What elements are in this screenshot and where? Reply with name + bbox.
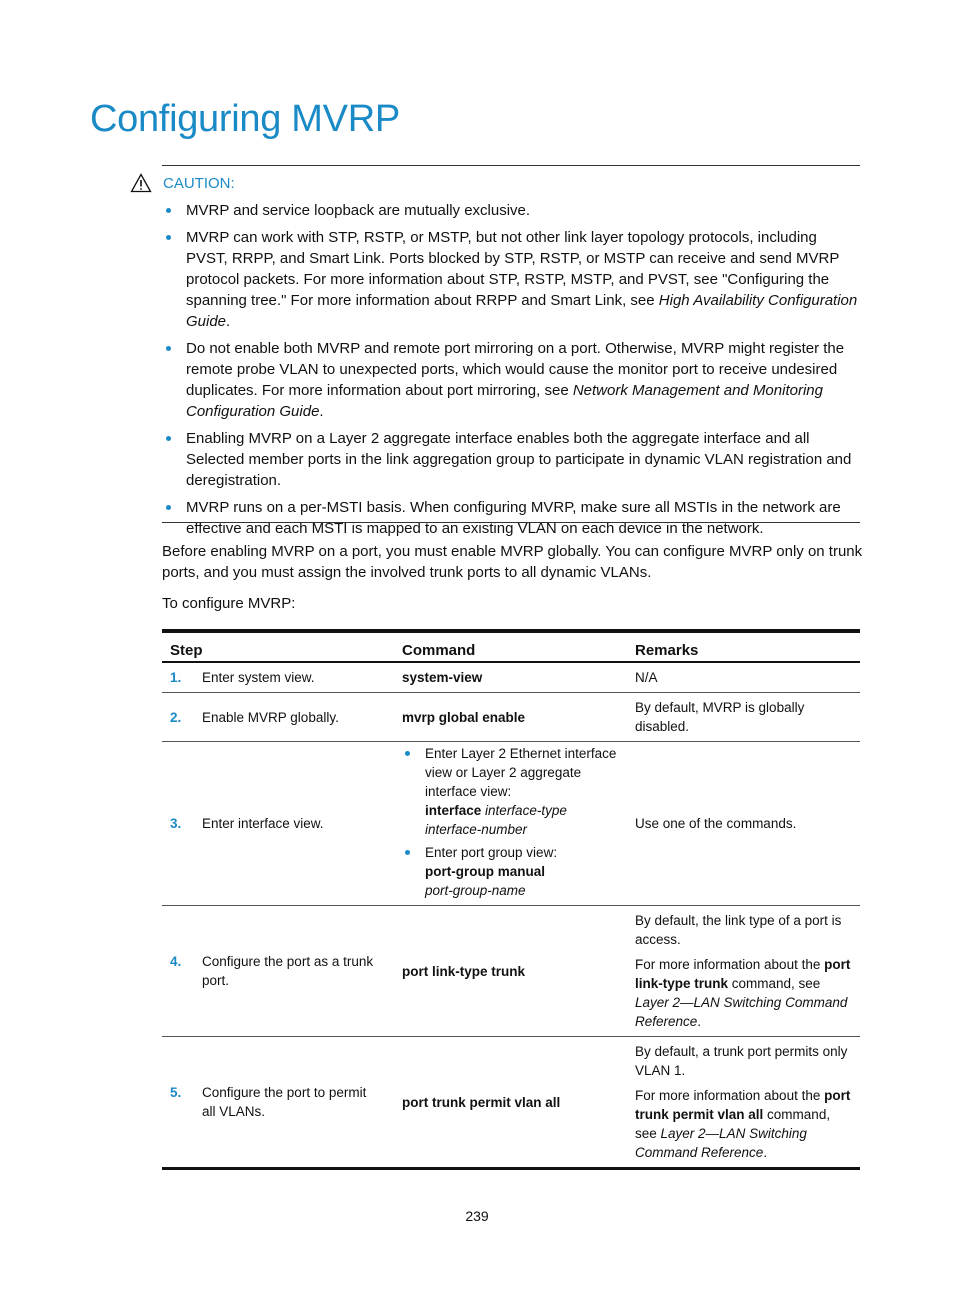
title-divider bbox=[162, 165, 860, 166]
step-number: 2. bbox=[170, 709, 182, 725]
command-cell: system-view bbox=[394, 662, 627, 693]
remarks-cell: By default, the link type of a port is access. For more information about the port link-type trunk command, see Layer 2—LAN Switching Command Reference. bbox=[627, 906, 860, 1037]
table-header-row bbox=[162, 631, 860, 662]
command-cell: mvrp global enable bbox=[394, 693, 627, 742]
page-number: 239 bbox=[465, 1208, 489, 1224]
step-cell: 2. Enable MVRP globally. bbox=[162, 693, 394, 742]
procedure-intro: To configure MVRP: bbox=[162, 595, 296, 612]
table-row bbox=[162, 662, 860, 693]
step-number: 3. bbox=[170, 816, 182, 831]
doc-reference: High Availability Configuration Guide bbox=[186, 292, 858, 330]
step-cell: 1. Enter system view. bbox=[162, 662, 394, 693]
command-cell bbox=[394, 742, 627, 906]
caution-item: MVRP can work with STP, RSTP, or MSTP, but not other link layer topology protocols, including PVST, RRPP, and Smart Link. Ports blocked by STP, RSTP, or MSTP can receive and send MVRP protocol packets. For more information about STP, RSTP, MSTP, and PVST, see "Configuring the spanning tree." For more information about RRPP and Smart Link, see High Availability Configuration Guide. bbox=[162, 227, 862, 332]
warning-triangle-icon bbox=[130, 173, 152, 193]
command-option: Enter port group view: port-group manual port-group-name bbox=[402, 843, 619, 900]
step-number: 4. bbox=[170, 954, 182, 969]
table-row bbox=[162, 742, 860, 906]
page-title: Configuring MVRP bbox=[90, 98, 400, 140]
header-command: Command bbox=[394, 631, 627, 662]
table-row bbox=[162, 1037, 860, 1169]
step-number: 1. bbox=[170, 670, 182, 685]
caution-item: MVRP and service loopback are mutually exclusive. bbox=[162, 200, 862, 221]
remarks-cell: By default, a trunk port permits only VLAN 1. For more information about the port trunk permit vlan all command, see Layer 2—LAN Switching Command Reference. bbox=[627, 1037, 860, 1169]
step-number: 5. bbox=[170, 1085, 182, 1100]
remarks-cell: By default, MVRP is globally disabled. bbox=[627, 693, 860, 742]
step-cell: 5. Configure the port to permit all VLANs. bbox=[162, 1037, 394, 1169]
caution-item: Do not enable both MVRP and remote port mirroring on a port. Otherwise, MVRP might register the remote probe VLAN to unexpected ports, which would cause the monitor port to receive undesired duplicates. For more information about port mirroring, see Network Management and Monitoring Configuration Guide. bbox=[162, 338, 862, 422]
command-cell: port link-type trunk bbox=[394, 906, 627, 1037]
remarks-cell: N/A bbox=[627, 662, 860, 693]
table-row bbox=[162, 906, 860, 1037]
command-option: Enter Layer 2 Ethernet interface view or Layer 2 aggregate interface view: interface interface-type interface-number bbox=[402, 744, 619, 839]
configuration-table bbox=[162, 629, 860, 1170]
caution-header bbox=[130, 172, 235, 194]
caution-item: MVRP runs on a per-MSTI basis. When configuring MVRP, make sure all MSTIs in the network are effective and each MSTI is mapped to an existing VLAN on each device in the network. bbox=[162, 497, 862, 539]
intro-paragraph: Before enabling MVRP on a port, you must enable MVRP globally. You can configure MVRP only on trunk ports, and you must assign the involved trunk ports to all dynamic VLANs. bbox=[162, 543, 863, 581]
header-remarks: Remarks bbox=[627, 631, 860, 662]
remarks-cell: Use one of the commands. bbox=[627, 742, 860, 906]
command-cell: port trunk permit vlan all bbox=[394, 1037, 627, 1169]
caution-item: Enabling MVRP on a Layer 2 aggregate interface enables both the aggregate interface and all Selected member ports in the link aggregation group to participate in dynamic VLAN registration and deregistration. bbox=[162, 428, 862, 491]
header-step: Step bbox=[162, 631, 394, 662]
doc-reference: Network Management and Monitoring Configuration Guide bbox=[186, 382, 823, 420]
caution-label: CAUTION: bbox=[163, 174, 235, 192]
step-cell: 4. Configure the port as a trunk port. bbox=[162, 906, 394, 1037]
step-cell: 3. Enter interface view. bbox=[162, 742, 394, 906]
table-row bbox=[162, 693, 860, 742]
caution-divider bbox=[162, 522, 860, 523]
caution-list bbox=[162, 200, 862, 545]
